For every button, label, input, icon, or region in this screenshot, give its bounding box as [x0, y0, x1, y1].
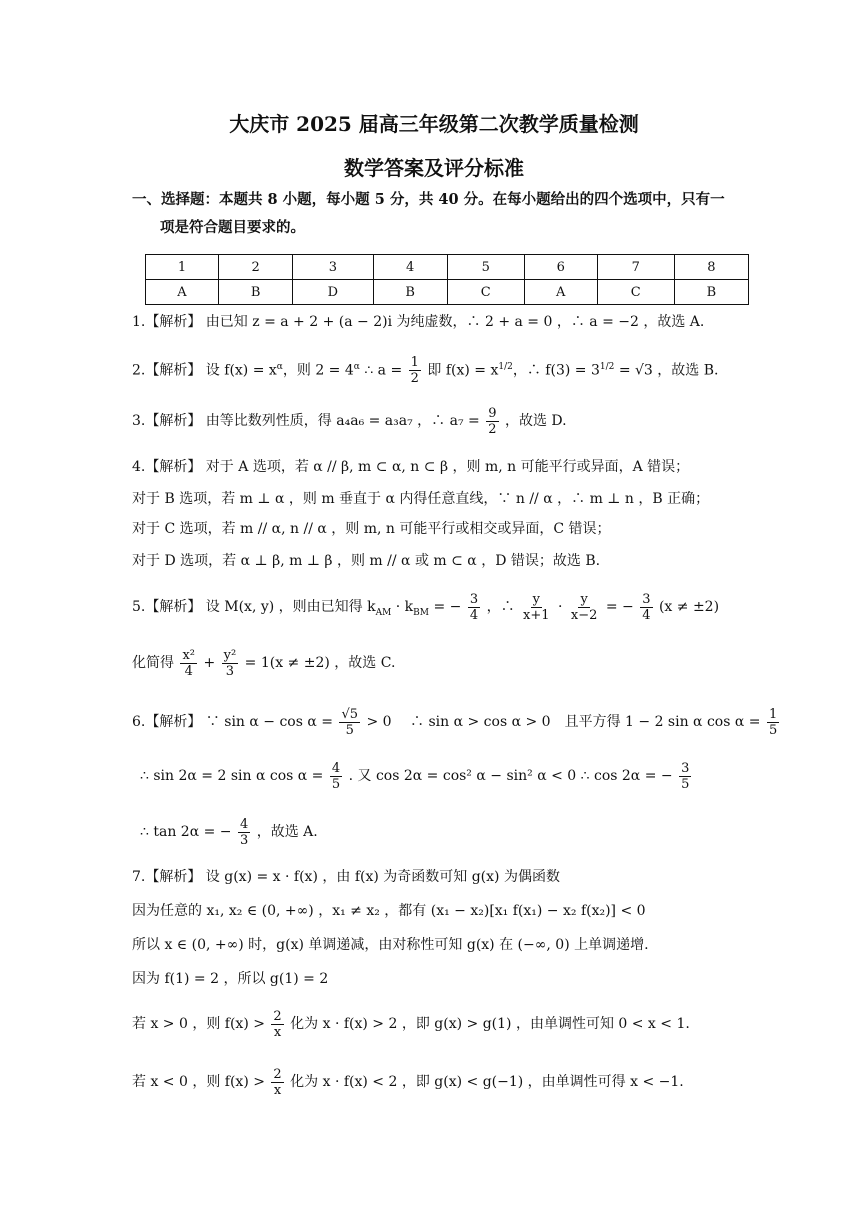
- denominator: x+1: [523, 607, 550, 623]
- solution-6-a: [132, 702, 781, 742]
- text: > 0 ∴ sin α > cos α > 0 且平方得 1 − 2 sin α cos α =: [366, 714, 761, 730]
- fraction: [521, 592, 552, 623]
- text: 6.【解析】 ∵ sin α − cos α =: [132, 714, 334, 730]
- numerator: 2: [273, 1008, 282, 1024]
- denominator: x: [273, 1024, 282, 1040]
- text: ∴ sin 2α = 2 sin α cos α =: [140, 768, 324, 784]
- fraction: [238, 817, 250, 848]
- table-cell: C: [597, 280, 674, 305]
- text: 化简得: [132, 655, 174, 671]
- text: 化为 x · f(x) > 2 ，即 g(x) > g(1) ，由单调性可知 0 < x < 1.: [290, 1016, 690, 1032]
- table-cell: D: [293, 280, 373, 305]
- text: ∴ tan 2α = −: [140, 824, 232, 840]
- solution-4-c: 对于 C 选项，若 m // α, n // α ，则 m, n 可能平行或相交或异面，C 错误；: [132, 521, 611, 537]
- fraction: [640, 592, 652, 623]
- denominator: 5: [331, 776, 341, 792]
- exponent: 1/2: [498, 362, 513, 372]
- fraction: [222, 648, 239, 679]
- numerator: 4: [239, 816, 249, 832]
- text: 若 x < 0 ，则 f(x) >: [132, 1074, 265, 1090]
- solution-7-b: 因为任意的 x₁, x₂ ∈ (0, +∞) ，x₁ ≠ x₂ ，都有 (x₁ − x₂)[x₁ f(x₁) − x₂ f(x₂)] < 0: [132, 903, 646, 919]
- fraction: [271, 1067, 283, 1098]
- answer-table: [145, 254, 749, 305]
- subscript: BM: [413, 607, 430, 618]
- text: ，∴: [486, 599, 515, 615]
- solution-7-c: 所以 x ∈ (0, +∞) 时，g(x) 单调递减，由对称性可知 g(x) 在 (−∞, 0) 上单调递增.: [132, 937, 649, 953]
- table-cell: 7: [597, 255, 674, 280]
- denominator: 5: [681, 776, 690, 792]
- text: ·: [557, 599, 563, 615]
- solution-6-c: [140, 812, 318, 852]
- table-row-numbers: [146, 255, 749, 280]
- exponent: α: [276, 362, 283, 372]
- text: 2.【解析】 设 f(x) = x: [132, 362, 277, 379]
- exponent: 1/2: [599, 362, 615, 372]
- text: = −: [605, 599, 634, 615]
- denominator: 3: [239, 832, 249, 848]
- solution-5: [132, 588, 719, 632]
- numerator: 1: [768, 706, 778, 722]
- text: 化为 x · f(x) < 2 ，即 g(x) < g(−1) ，由单调性可得 x < −1.: [290, 1074, 684, 1090]
- denominator: 4: [184, 663, 193, 679]
- solution-2: [132, 350, 718, 388]
- table-row-answers: [146, 280, 749, 305]
- section-heading-cont: 项是符合题目要求的。: [160, 219, 305, 236]
- document-subtitle: 数学答案及评分标准: [344, 156, 524, 180]
- numerator: y: [532, 591, 540, 607]
- numerator: 3: [681, 760, 690, 776]
- solution-5-b: [132, 644, 395, 682]
- text: = −: [433, 599, 462, 615]
- table-cell: 4: [373, 255, 447, 280]
- solution-1: 1.【解析】 由已知 z = a + 2 + (a − 2)i 为纯虚数，∴ 2 + a = 0 ，∴ a = −2 ，故选 A.: [132, 314, 705, 330]
- numerator: y²: [223, 647, 237, 663]
- fraction: [271, 1009, 283, 1040]
- fraction: [679, 761, 691, 792]
- text: +: [203, 655, 216, 671]
- numerator: 3: [469, 591, 479, 607]
- numerator: y: [580, 591, 588, 607]
- numerator: 1: [410, 355, 419, 371]
- text: · k: [395, 599, 414, 615]
- fraction: [409, 355, 421, 386]
- exponent: α: [353, 362, 360, 372]
- denominator: 2: [410, 371, 419, 387]
- numerator: 4: [331, 760, 341, 776]
- solution-4-a: 4.【解析】 对于 A 选项，若 α // β, m ⊂ α, n ⊂ β ，则 m, n 可能平行或异面，A 错误；: [132, 459, 690, 475]
- table-cell: 8: [674, 255, 748, 280]
- numerator: x²: [182, 647, 195, 663]
- fraction: [339, 707, 360, 738]
- denominator: 3: [225, 663, 235, 679]
- document-title: 大庆市 2025 届高三年级第二次教学质量检测: [229, 112, 639, 136]
- section-heading: 一、选择题：本题共 8 小题，每小题 5 分，共 40 分。在每小题给出的四个选项中，只有一: [132, 191, 725, 208]
- solution-4-b: 对于 B 选项，若 m ⊥ α ，则 m 垂直于 α 内得任意直线，∵ n // α ，∴ m ⊥ n ，B 正确；: [132, 491, 710, 507]
- fraction: [180, 648, 197, 679]
- table-cell: B: [373, 280, 447, 305]
- numerator: 2: [273, 1066, 282, 1082]
- solution-4-d: 对于 D 选项，若 α ⊥ β, m ⊥ β ，则 m // α 或 m ⊂ α ，D 错误；故选 B.: [132, 553, 601, 569]
- solution-7-d: 因为 f(1) = 2 ，所以 g(1) = 2: [132, 971, 329, 987]
- table-cell: 6: [524, 255, 597, 280]
- denominator: x: [273, 1082, 282, 1098]
- table-cell: 2: [219, 255, 293, 280]
- denominator: x−2: [570, 607, 598, 623]
- denominator: 5: [768, 722, 778, 738]
- table-cell: 1: [146, 255, 219, 280]
- solution-7-e: [132, 1004, 690, 1044]
- text: (x ≠ ±2): [658, 599, 720, 615]
- text: ，故选 A.: [256, 824, 318, 840]
- fraction: [569, 592, 600, 623]
- solution-7-f: [132, 1062, 684, 1102]
- fraction: [767, 707, 779, 738]
- text: 若 x > 0 ，则 f(x) >: [132, 1016, 265, 1032]
- denominator: 2: [488, 421, 497, 437]
- text: 即 f(x) = x: [427, 362, 499, 379]
- table-cell: B: [219, 280, 293, 305]
- fraction: [468, 592, 480, 623]
- table-cell: B: [674, 280, 748, 305]
- numerator: √5: [341, 706, 359, 722]
- subscript: AM: [375, 607, 392, 618]
- text: = 1(x ≠ ±2) ，故选 C.: [244, 655, 396, 671]
- table-cell: C: [447, 280, 524, 305]
- table-cell: A: [146, 280, 219, 305]
- text: ，∴ f(3) = 3: [512, 362, 600, 379]
- text: ，则 2 = 4: [282, 362, 354, 379]
- solution-6-b: [140, 756, 693, 796]
- text: ，故选 D.: [504, 413, 567, 429]
- denominator: 5: [345, 722, 354, 738]
- text: = √3 ，故选 B.: [618, 362, 719, 379]
- text: ∴ a =: [364, 362, 403, 379]
- numerator: 3: [642, 591, 651, 607]
- table-cell: 3: [293, 255, 373, 280]
- denominator: 4: [642, 607, 651, 623]
- text: . 又 cos 2α = cos² α − sin² α < 0 ∴ cos 2α = −: [348, 768, 673, 784]
- table-cell: A: [524, 280, 597, 305]
- numerator: 9: [488, 405, 497, 421]
- denominator: 4: [469, 607, 479, 623]
- text: 3.【解析】 由等比数列性质，得 a₄a₆ = a₃a₇ ，∴ a₇ =: [132, 413, 480, 429]
- table-cell: 5: [447, 255, 524, 280]
- solution-7-a: 7.【解析】 设 g(x) = x · f(x) ，由 f(x) 为奇函数可知 g(x) 为偶函数: [132, 869, 560, 885]
- fraction: [330, 761, 342, 792]
- solution-3: [132, 404, 567, 438]
- text: 5.【解析】 设 M(x, y) ，则由已知得 k: [132, 599, 376, 615]
- fraction: [486, 406, 498, 437]
